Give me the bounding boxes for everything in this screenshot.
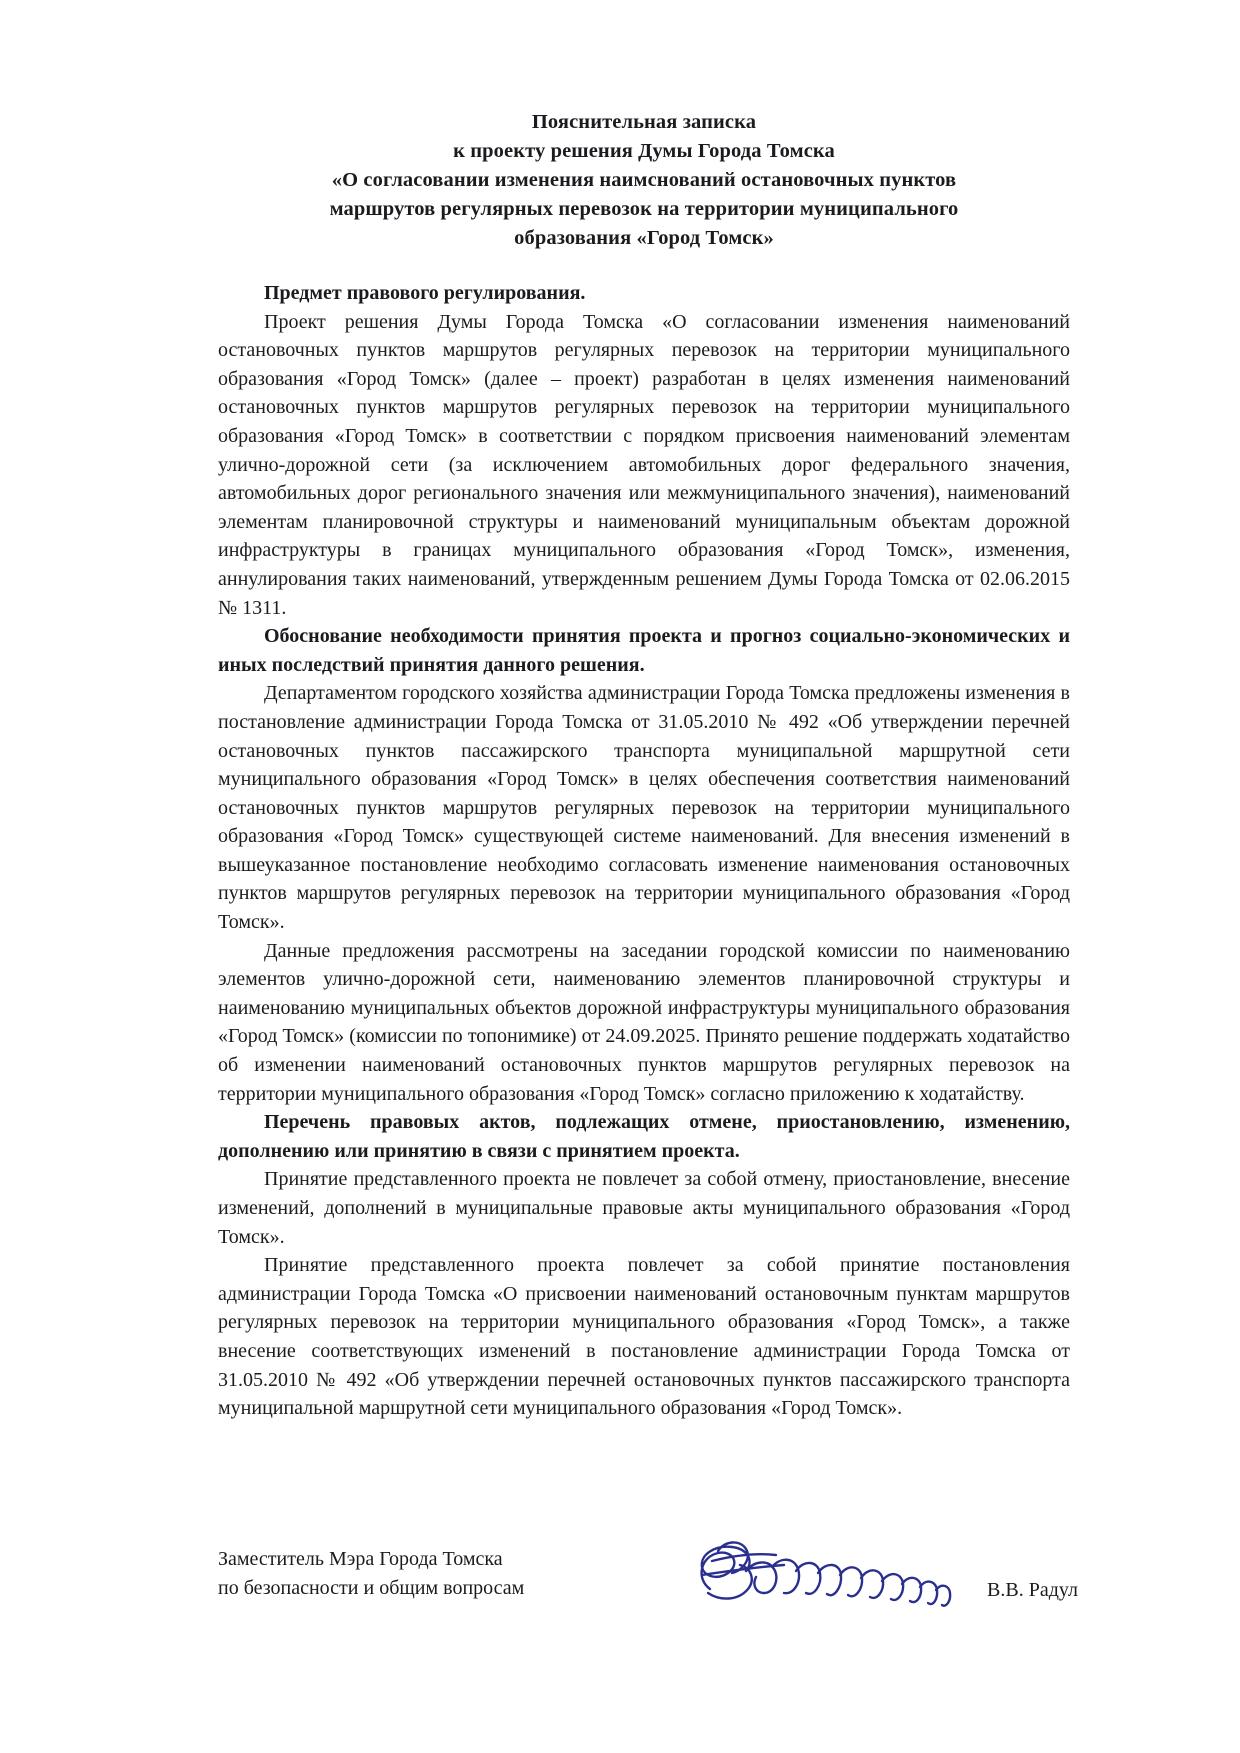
document-content [218,108,1070,1423]
signatory-name: В.В. Радул [987,1579,1078,1601]
document-title [218,108,1070,253]
section-heading-rationale: Обоснование необходимости принятия проекта и прогноз социально-экономических и иных последствий принятия данного решения. [218,625,1070,676]
signatory-position-line-2: по безопасности и общим вопросам [218,1577,525,1599]
paragraph-rationale-1: Департаментом городского хозяйства администрации Города Томска предложены изменения в постановление администрации Города Томска от 31.05.2010 № 492 «Об утверждении перечней остановочных пунктов пассажирского транспорта муниципальной маршрутной сети муниципального образования «Город Томск» в целях обеспечения соответствия наименований остановочных пунктов маршрутов регулярных перевозок на территории муниципального образования «Город Томск» существующей системе наименований. Для внесения изменений в вышеуказанное постановление необходимо согласовать изменение наименования остановочных пунктов маршрутов регулярных перевозок на территории муниципального образования «Город Томск». [218,682,1070,934]
handwritten-signature-icon [688,1531,988,1627]
signatory-position-line-1: Заместитель Мэра Города Томска [218,1548,503,1570]
signatory-position [218,1545,638,1603]
title-line-3: «О согласовании изменения наимснований остановочных пунктов [331,169,957,191]
title-line-2: к проекту решения Думы Города Томска [453,140,835,162]
section-heading-acts: Перечень правовых актов, подлежащих отмене, приостановлению, изменению, дополнению или принятию в связи с принятием проекта. [218,1111,1070,1162]
document-body [218,279,1070,1423]
title-line-4: маршрутов регулярных перевозок на территории муниципального [329,198,959,220]
paragraph-acts-2: Принятие представленного проекта повлечет за собой принятие постановления администрации Города Томска «О присвоении наименований остановочным пунктам маршрутов регулярных перевозок на территории муниципального образования «Город Томск», а также внесение соответствующих изменений в постановление администрации Города Томска от 31.05.2010 № 492 «Об утверждении перечней остановочных пунктов пассажирского транспорта муниципальной маршрутной сети муниципального образования «Город Томск». [218,1254,1070,1420]
paragraph-rationale-2: Данные предложения рассмотрены на заседании городской комиссии по наименованию элементов улично-дорожной сети, наименованию элементов планировочной структуры и наименованию муниципальных объектов дорожной инфраструктуры муниципального образования «Город Томск» (комиссии по топонимике) от 24.09.2025. Принято решение поддержать ходатайство об изменении наименований остановочных пунктов маршрутов регулярных перевозок на территории муниципального образования «Город Томск» согласно приложению к ходатайству. [218,939,1070,1105]
title-line-5: образования «Город Томск» [514,227,774,249]
paragraph-subject-body: Проект решения Думы Города Томска «О согласовании изменения наименований остановочных пунктов маршрутов регулярных перевозок на территории муниципального образования «Город Томск» (далее – проект) разработан в целях изменения наименований остановочных пунктов маршрутов регулярных перевозок на территории муниципального образования «Город Томск» в соответствии с порядком присвоения наименований элементам улично-дорожной сети (за исключением автомобильных дорог федерального значения, автомобильных дорог регионального значения или межмуниципального значения), наименований элементам планировочной структуры и наименований муниципальным объектам дорожной инфраструктуры в границах муниципального образования «Город Томск», изменения, аннулирования таких наименований, утвержденным решением Думы Города Томска от 02.06.2015 № 1311. [218,310,1070,619]
section-heading-subject: Предмет правового регулирования. [264,282,586,304]
paragraph-acts-1: Принятие представленного проекта не повлечет за собой отмену, приостановление, внесение изменений, дополнений в муниципальные правовые акты муниципального образования «Город Томск». [218,1168,1070,1248]
title-line-1: Пояснительная записка [531,111,757,133]
